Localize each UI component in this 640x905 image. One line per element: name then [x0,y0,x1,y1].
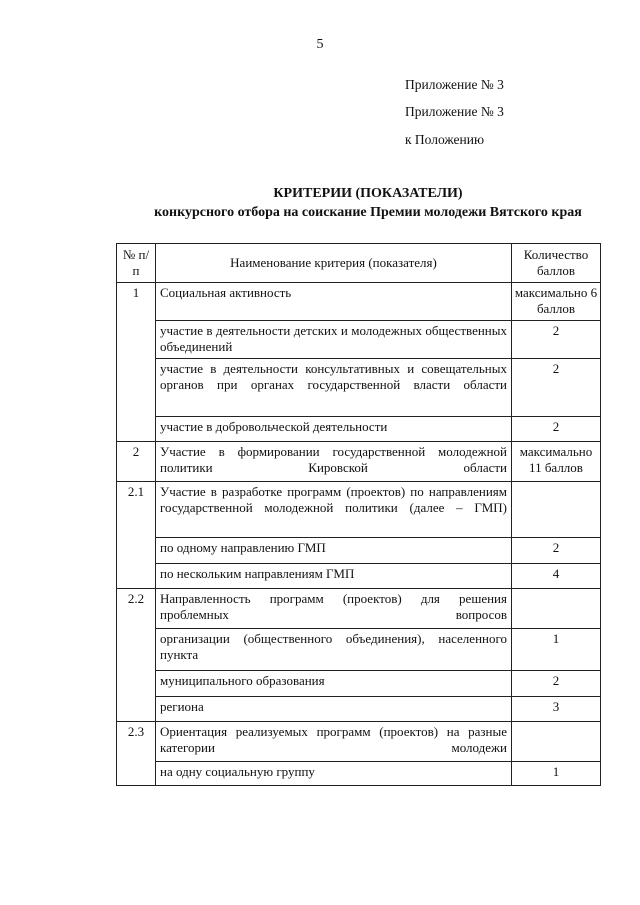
row-points: 2 [512,359,601,417]
row-name: по нескольким направлениям ГМП [156,564,512,589]
row-num [117,697,156,722]
row-name: на одну социальную группу [156,762,512,786]
table-row [117,762,601,786]
row-num [117,321,156,359]
table-row [117,671,601,697]
criteria-table [116,243,601,786]
row-name: Участие в формировании государственной молодежной политики Кировской области [156,442,512,482]
row-num [117,564,156,589]
page-number: 5 [316,37,324,52]
row-num [117,359,156,417]
row-points [512,482,601,538]
row-points: максимально 11 баллов [512,442,601,482]
annex-line-1: Приложение № 3 [405,77,504,92]
table-row [117,482,601,538]
row-points: 2 [512,671,601,697]
row-num: 2.2 [117,589,156,629]
row-num [117,762,156,786]
row-name: организации (общественного объединения), населенного пункта [156,629,512,671]
row-name: региона [156,697,512,722]
row-num: 2.1 [117,482,156,538]
row-points: 2 [512,538,601,564]
row-name: участие в деятельности детских и молодежных общественных объединений [156,321,512,359]
table-row [117,564,601,589]
table-header-row [117,244,601,283]
annex-line-2: Приложение № 3 [405,104,504,119]
table-row [117,321,601,359]
table-row [117,417,601,442]
row-name: Участие в разработке программ (проектов) по направлениям государственной молодежной политики (далее – ГМП) [156,482,512,538]
row-name: Социальная активность [156,283,512,321]
row-points: 1 [512,762,601,786]
row-name: муниципального образования [156,671,512,697]
document-subtitle: конкурсного отбора на соискание Премии молодежи Вятского края [154,205,582,220]
table-row [117,538,601,564]
table-row [117,442,601,482]
row-points: максимально 6 баллов [512,283,601,321]
row-points: 2 [512,321,601,359]
table-row [117,359,601,417]
row-points: 2 [512,417,601,442]
header-points: Количество баллов [512,244,601,283]
row-name: Ориентация реализуемых программ (проектов) на разные категории молодежи [156,722,512,762]
header-num: № п/п [117,244,156,283]
row-num [117,671,156,697]
row-points: 3 [512,697,601,722]
row-num [117,629,156,671]
row-num [117,417,156,442]
table-row [117,697,601,722]
row-num: 1 [117,283,156,321]
header-name: Наименование критерия (показателя) [156,244,512,283]
table-row [117,283,601,321]
row-name: Направленность программ (проектов) для решения проблемных вопросов [156,589,512,629]
document-title: КРИТЕРИИ (ПОКАЗАТЕЛИ) [273,186,463,201]
row-num: 2.3 [117,722,156,762]
row-points: 4 [512,564,601,589]
table-row [117,589,601,629]
row-num: 2 [117,442,156,482]
row-name: участие в деятельности консультативных и совещательных органов при органах государственной власти области [156,359,512,417]
row-name: участие в добровольческой деятельности [156,417,512,442]
row-name: по одному направлению ГМП [156,538,512,564]
table-row [117,722,601,762]
row-num [117,538,156,564]
table-row [117,629,601,671]
row-points [512,589,601,629]
annex-line-3: к Положению [405,132,485,147]
row-points [512,722,601,762]
row-points: 1 [512,629,601,671]
